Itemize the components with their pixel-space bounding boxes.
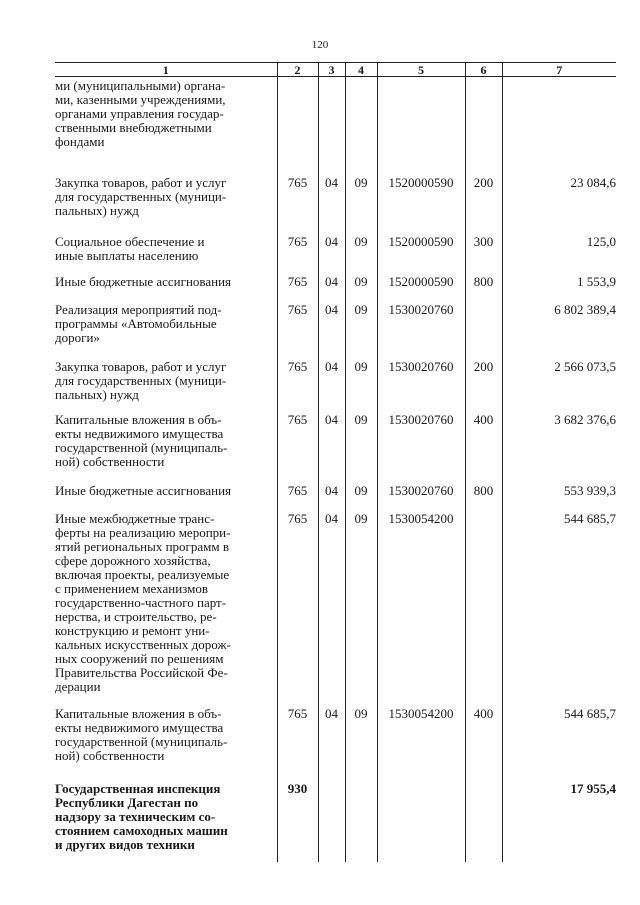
row-expense-type — [465, 512, 502, 707]
row-target-article: 1530020760 — [377, 413, 465, 484]
row-subsection-code — [345, 782, 377, 862]
col-header-4: 4 — [345, 63, 377, 77]
row-amount: 6 802 389,4 — [502, 303, 616, 360]
table-row — [55, 77, 616, 176]
row-section-code — [318, 77, 345, 176]
row-expense-type — [465, 782, 502, 862]
row-subsection-code: 09 — [345, 176, 377, 235]
table-row — [55, 512, 616, 707]
row-amount: 125,0 — [502, 235, 616, 275]
table-row — [55, 360, 616, 413]
row-amount: 1 553,9 — [502, 275, 616, 303]
row-admin-code: 765 — [277, 235, 318, 275]
row-name: Иные бюджетные ассигнования — [55, 482, 232, 498]
row-expense-type — [465, 77, 502, 176]
row-amount: 3 682 376,6 — [502, 413, 616, 484]
col-header-3: 3 — [318, 63, 345, 77]
row-target-article: 1530020760 — [377, 484, 465, 512]
row-expense-type: 400 — [465, 707, 502, 782]
row-expense-type: 200 — [465, 360, 502, 413]
page-number: 120 — [311, 39, 329, 51]
row-section-code: 04 — [318, 176, 345, 235]
row-admin-code: 765 — [277, 707, 318, 782]
row-subsection-code: 09 — [345, 235, 377, 275]
row-admin-code: 765 — [277, 303, 318, 360]
row-amount — [502, 77, 616, 176]
row-expense-type: 300 — [465, 235, 502, 275]
row-target-article: 1530054200 — [377, 707, 465, 782]
row-subsection-code: 09 — [345, 707, 377, 782]
row-section-code: 04 — [318, 235, 345, 275]
row-amount: 23 084,6 — [502, 176, 616, 235]
table-row — [55, 235, 616, 275]
table-row — [55, 707, 616, 782]
table-row — [55, 275, 616, 303]
row-target-article: 1530054200 — [377, 512, 465, 707]
row-name: Реализация мероприятий под- программы «Автомобильные дороги» — [55, 301, 222, 345]
row-section-code: 04 — [318, 360, 345, 413]
row-name: ми (муниципальными) органа- ми, казенными учреждениями, органами управления государ- ственными внебюджетными фондами — [55, 78, 226, 149]
row-amount: 2 566 073,5 — [502, 360, 616, 413]
row-subsection-code: 09 — [345, 413, 377, 484]
col-header-2: 2 — [277, 63, 318, 77]
row-target-article: 1520000590 — [377, 275, 465, 303]
row-section-code — [318, 782, 345, 862]
row-expense-type — [465, 303, 502, 360]
row-section-code: 04 — [318, 512, 345, 707]
row-name: Иные бюджетные ассигнования — [55, 273, 232, 289]
row-subsection-code: 09 — [345, 484, 377, 512]
table-row — [55, 413, 616, 484]
row-admin-code: 765 — [277, 275, 318, 303]
row-expense-type: 800 — [465, 484, 502, 512]
row-section-code: 04 — [318, 275, 345, 303]
row-name: Государственная инспекция Республики Дагестан по надзору за техническим со- стоянием самоходных машин и других видов техники — [55, 780, 228, 852]
row-amount: 544 685,7 — [502, 512, 616, 707]
col-header-7: 7 — [502, 63, 616, 77]
row-target-article: 1520000590 — [377, 235, 465, 275]
row-admin-code: 765 — [277, 413, 318, 484]
row-name: Капитальные вложения в объ- екты недвижимого имущества государственной (муниципаль- ной) собственности — [55, 705, 228, 763]
row-admin-code: 765 — [277, 484, 318, 512]
row-subsection-code: 09 — [345, 303, 377, 360]
row-amount: 544 685,7 — [502, 707, 616, 782]
row-admin-code — [277, 77, 318, 176]
row-target-article — [377, 782, 465, 862]
row-amount: 17 955,4 — [502, 782, 616, 862]
row-name: Капитальные вложения в объ- екты недвижимого имущества государственной (муниципаль- ной) собственности — [55, 411, 228, 469]
row-expense-type: 400 — [465, 413, 502, 484]
row-amount: 553 939,3 — [502, 484, 616, 512]
row-admin-code: 765 — [277, 512, 318, 707]
row-target-article: 1530020760 — [377, 360, 465, 413]
row-target-article: 1530020760 — [377, 303, 465, 360]
row-subsection-code — [345, 77, 377, 176]
row-section-code: 04 — [318, 707, 345, 782]
col-header-5: 5 — [377, 63, 465, 77]
row-name: Иные межбюджетные транс- ферты на реализацию меропри- ятий региональных программ в сфере дорожного хозяйства, включая проекты, реализуемые с применением механизмов государственно-частного парт- нерства, и строительство, ре- конструкцию и ремонт уни- кальных искусственных дорож- ных сооружений по решениям Правительства Российской Фе- дерации — [55, 510, 231, 694]
row-section-code: 04 — [318, 413, 345, 484]
row-admin-code: 765 — [277, 176, 318, 235]
header-row — [55, 63, 616, 77]
row-name: Закупка товаров, работ и услуг для государственных (муници- пальных) нужд — [55, 358, 227, 402]
row-subsection-code: 09 — [345, 512, 377, 707]
row-admin-code: 930 — [277, 782, 318, 862]
row-section-code: 04 — [318, 303, 345, 360]
col-header-1: 1 — [55, 63, 277, 77]
table-row — [55, 484, 616, 512]
table-row — [55, 782, 616, 862]
col-header-6: 6 — [465, 63, 502, 77]
row-admin-code: 765 — [277, 360, 318, 413]
row-subsection-code: 09 — [345, 360, 377, 413]
row-section-code: 04 — [318, 484, 345, 512]
row-subsection-code: 09 — [345, 275, 377, 303]
row-target-article — [377, 77, 465, 176]
row-name: Социальное обеспечение и иные выплаты населению — [55, 233, 205, 263]
budget-table — [55, 62, 616, 862]
table-row — [55, 303, 616, 360]
row-target-article: 1520000590 — [377, 176, 465, 235]
row-expense-type: 200 — [465, 176, 502, 235]
row-name: Закупка товаров, работ и услуг для государственных (муници- пальных) нужд — [55, 174, 227, 218]
row-expense-type: 800 — [465, 275, 502, 303]
table-row — [55, 176, 616, 235]
